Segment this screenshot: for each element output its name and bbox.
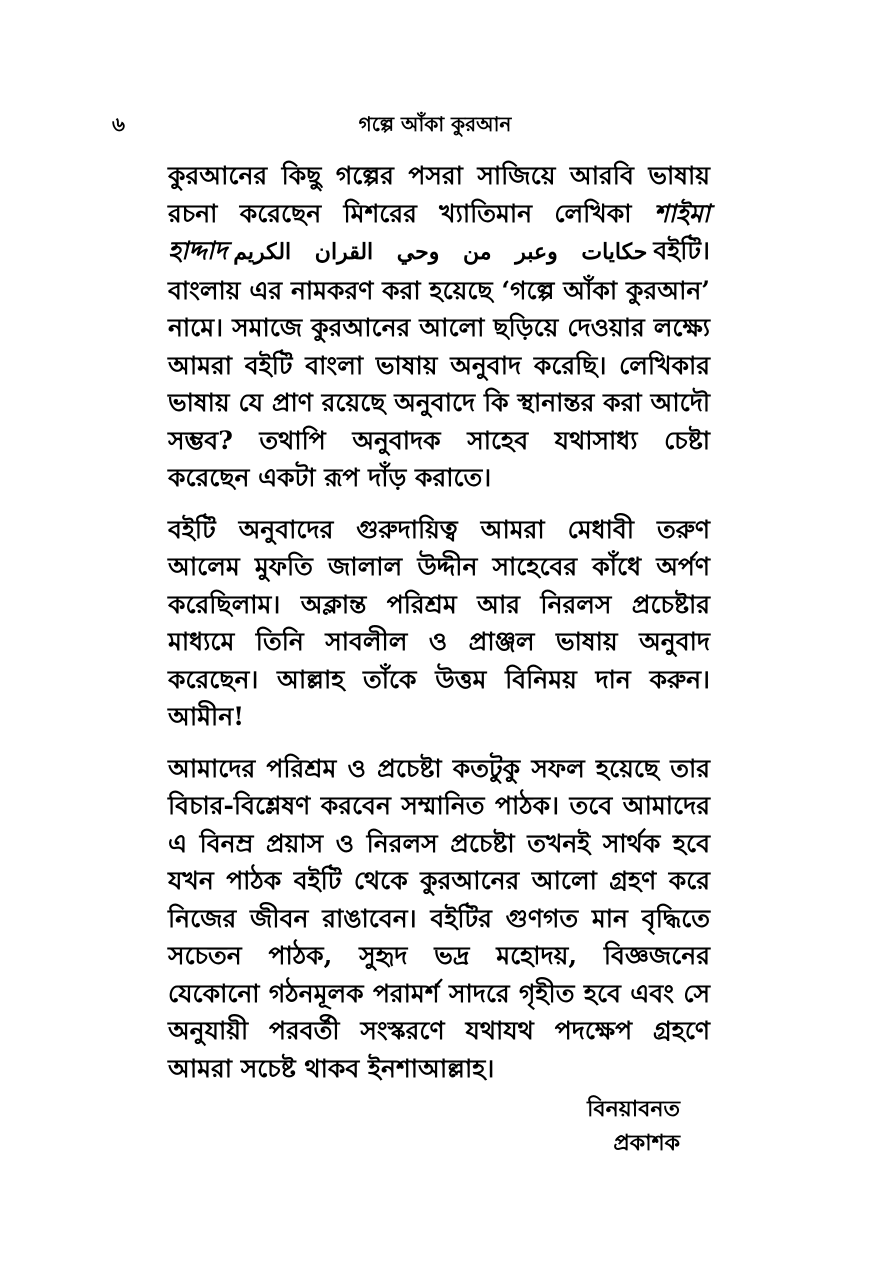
paragraph-feedback: আমাদের পরিশ্রম ও প্রচেষ্টা কতটুকু সফল হয়েছে তার বিচার-বিশ্লেষণ করবেন সম্মানিত পাঠক। তবে আমাদের এ বিনম্র প্রয়াস ও নিরলস প্রচেষ্টা তখনই সার্থক হবে যখন পাঠক বইটি থেকে কুরআনের আলো গ্রহণ করে নিজের জীবন রাঙাবেন। বইটির গুণগত মান বৃদ্ধিতে সচেতন পাঠক, সুহৃদ ভদ্র মহোদয়, বিজ্ঞজনের যেকোনো গঠনমূলক পরামর্শ সাদরে গৃহীত হবে এবং সে অনুযায়ী পরবর্তী সংস্করণে যথাযথ পদক্ষেপ গ্রহণে আমরা সচেষ্ট থাকব ইনশাআল্লাহ। — [168, 753, 710, 1083]
paragraph-intro — [168, 157, 710, 497]
arabic-book-title: حكايات وعبر من وحي القران الكريم — [233, 239, 648, 265]
signature-line-2: প্রকাশক — [613, 1130, 680, 1156]
signature-block — [587, 1092, 680, 1160]
signature-line-1: বিনয়াবনত — [587, 1096, 680, 1122]
body-text — [168, 157, 710, 1101]
page-number: ৬ — [112, 112, 126, 136]
author-name: শাইমা হাদ্দাদ — [168, 198, 710, 265]
paragraph-translator: বইটি অনুবাদের গুরুদায়িত্ব আমরা মেধাবী তরুণ আলেম মুফতি জালাল উদ্দীন সাহেবের কাঁধে অর্পণ করেছিলাম। অক্লান্ত পরিশ্রম আর নিরলস প্রচেষ্টার মাধ্যমে তিনি সাবলীল ও প্রাঞ্জল ভাষায় অনুবাদ করেছেন। আল্লাহ তাঁকে উত্তম বিনিময় দান করুন। আমীন! — [168, 514, 710, 731]
paragraph-intro-rest: বইটি। বাংলায় এর নামকরণ করা হয়েছে ‘গল্পে আঁকা কুরআন’ নামে। সমাজে কুরআনের আলো ছড়িয়ে দেওয়ার লক্ষ্যে আমরা বইটি বাংলা ভাষায় অনুবাদ করেছি। লেখিকার ভাষায় যে প্রাণ রয়েছে অনুবাদে কি স্থানান্তর করা আদৌ সম্ভব? তথাপি অনুবাদক সাহেব যথাসাধ্য চেষ্টা করেছেন একটা রূপ দাঁড় করাতে। — [168, 236, 710, 492]
paragraph-intro-text: কুরআনের কিছু গল্পের পসরা সাজিয়ে আরবি ভাষায় রচনা করেছেন মিশরের খ্যাতিমান লেখিকা — [168, 161, 710, 228]
running-title: গল্পে আঁকা কুরআন — [358, 112, 512, 136]
